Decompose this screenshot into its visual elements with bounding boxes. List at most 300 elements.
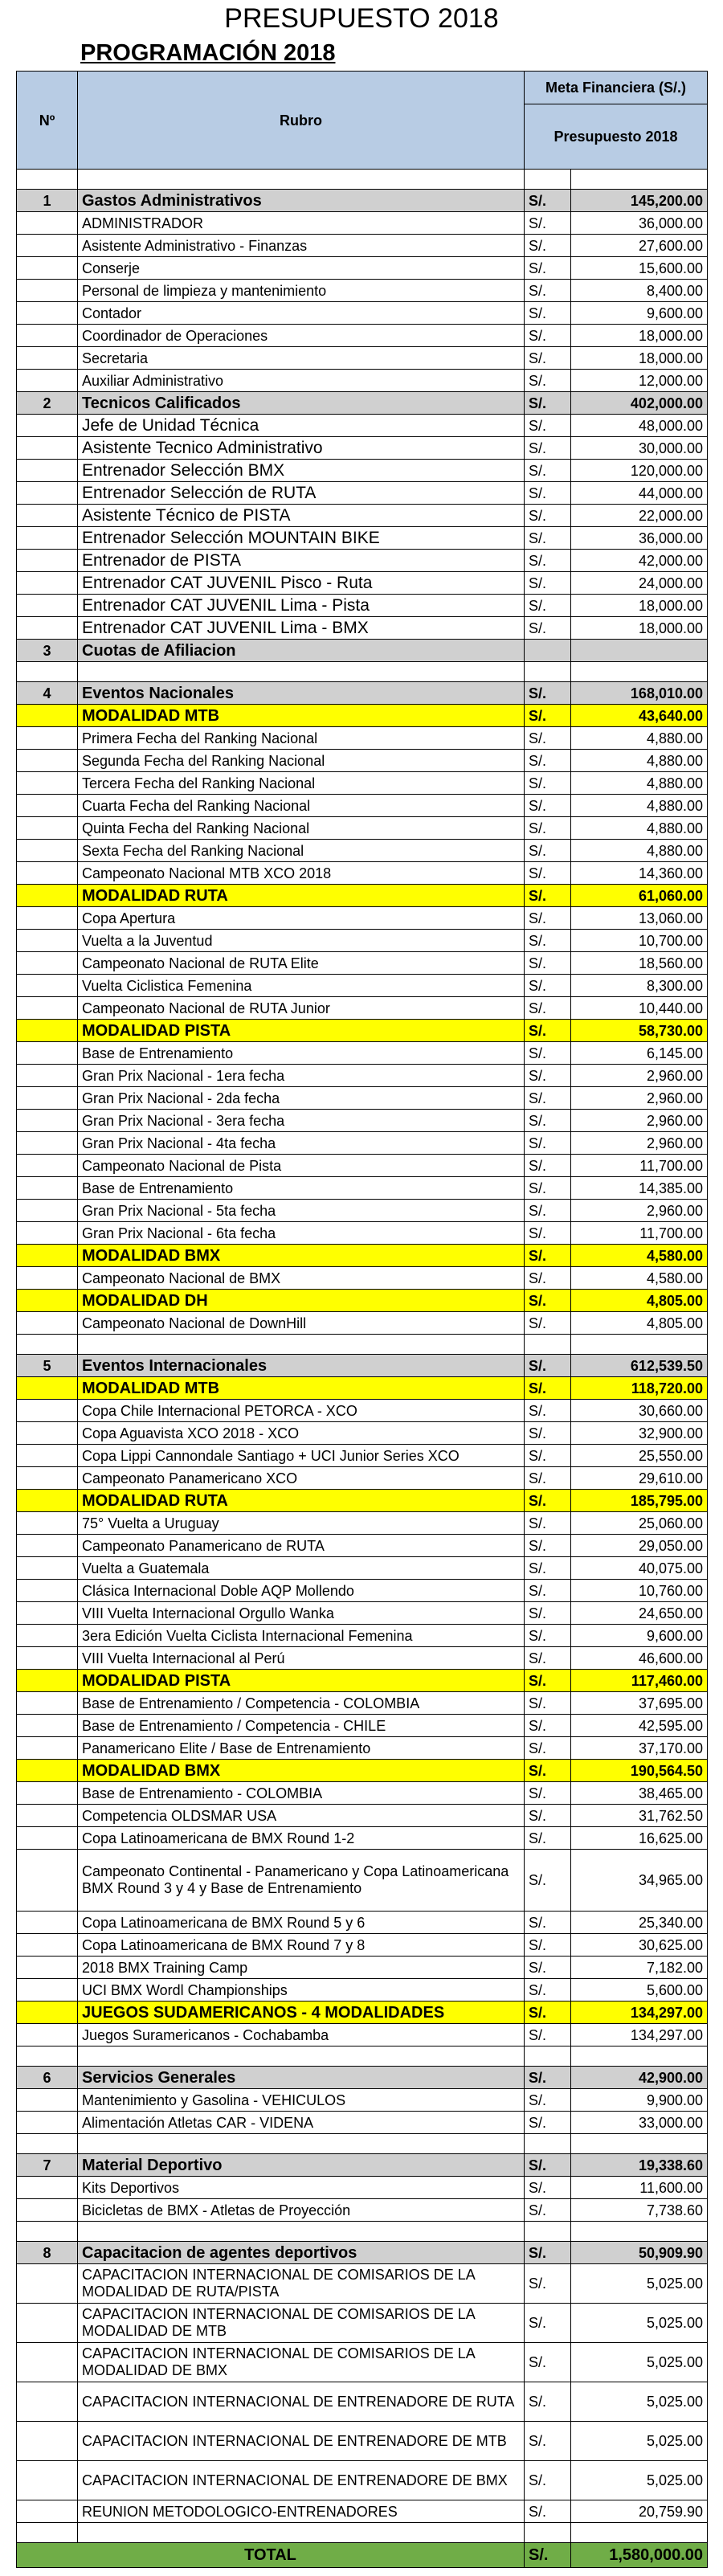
row-number (17, 527, 78, 550)
row-amount: 48,000.00 (571, 415, 708, 437)
row-amount: 5,025.00 (571, 2264, 708, 2304)
row-amount: 4,805.00 (571, 1290, 708, 1312)
row-label: Kits Deportivos (78, 2177, 525, 2199)
row-number (17, 302, 78, 325)
row-amount: 2,960.00 (571, 1132, 708, 1155)
row-label: Tercera Fecha del Ranking Nacional (78, 772, 525, 795)
row-number (17, 1625, 78, 1647)
modality-row (17, 1290, 708, 1312)
section-row (17, 682, 708, 705)
row-amount: 18,000.00 (571, 325, 708, 347)
row-number (17, 1602, 78, 1625)
item-row (17, 2422, 708, 2461)
row-label: Segunda Fecha del Ranking Nacional (78, 750, 525, 772)
row-amount: 4,805.00 (571, 1312, 708, 1335)
row-currency: S/. (525, 682, 571, 705)
item-row (17, 1602, 708, 1625)
row-number (17, 1805, 78, 1827)
row-amount: 8,300.00 (571, 975, 708, 997)
row-currency: S/. (525, 437, 571, 460)
row-label: Jefe de Unidad Técnica (78, 415, 525, 437)
row-currency: S/. (525, 1512, 571, 1535)
row-number (17, 1312, 78, 1335)
item-row (17, 1934, 708, 1957)
row-label: Sexta Fecha del Ranking Nacional (78, 840, 525, 862)
modality-row (17, 1245, 708, 1267)
row-number (17, 460, 78, 482)
row-label: Copa Lippi Cannondale Santiago + UCI Junior Series XCO (78, 1445, 525, 1467)
modality-row (17, 885, 708, 907)
row-amount: 402,000.00 (571, 392, 708, 415)
row-label: MODALIDAD BMX (78, 1760, 525, 1782)
row-amount: 120,000.00 (571, 460, 708, 482)
row-number (17, 750, 78, 772)
row-amount: 5,025.00 (571, 2461, 708, 2500)
row-label: CAPACITACION INTERNACIONAL DE COMISARIOS DE LA MODALIDAD DE RUTA/PISTA (78, 2264, 525, 2304)
row-currency: S/. (525, 1692, 571, 1715)
row-label: Copa Latinoamericana de BMX Round 5 y 6 (78, 1912, 525, 1934)
item-row (17, 1512, 708, 1535)
item-row (17, 1467, 708, 1490)
row-number (17, 2024, 78, 2046)
item-row (17, 257, 708, 280)
row-label: Vuelta a Guatemala (78, 1557, 525, 1580)
row-number (17, 212, 78, 235)
item-row (17, 1132, 708, 1155)
row-label: Vuelta Ciclistica Femenina (78, 975, 525, 997)
section-row (17, 640, 708, 662)
row-currency: S/. (525, 212, 571, 235)
item-row (17, 1222, 708, 1245)
item-row (17, 772, 708, 795)
row-label: Campeonato Continental - Panamericano y Copa Latinoamericana BMX Round 3 y 4 y Base de Entrenamiento (78, 1850, 525, 1912)
row-label: Gran Prix Nacional - 4ta fecha (78, 1132, 525, 1155)
blank-row (17, 1335, 708, 1355)
item-row (17, 1110, 708, 1132)
row-number (17, 1445, 78, 1467)
row-label: Tecnicos Calificados (78, 392, 525, 415)
row-number (17, 2304, 78, 2343)
row-label: CAPACITACION INTERNACIONAL DE ENTRENADORE DE BMX (78, 2461, 525, 2500)
row-label: Panamericano Elite / Base de Entrenamiento (78, 1737, 525, 1760)
row-number (17, 2177, 78, 2199)
row-currency: S/. (525, 2264, 571, 2304)
row-currency (525, 662, 571, 682)
row-label: Entrenador de PISTA (78, 550, 525, 572)
row-label: Copa Apertura (78, 907, 525, 930)
row-currency: S/. (525, 750, 571, 772)
row-currency: S/. (525, 997, 571, 1020)
row-label: Personal de limpieza y mantenimiento (78, 280, 525, 302)
item-row (17, 437, 708, 460)
row-label: MODALIDAD DH (78, 1290, 525, 1312)
item-row (17, 1715, 708, 1737)
row-number (17, 930, 78, 952)
row-currency: S/. (525, 280, 571, 302)
row-number (17, 1335, 78, 1355)
row-amount: 37,695.00 (571, 1692, 708, 1715)
row-number (17, 1177, 78, 1200)
row-currency: S/. (525, 1782, 571, 1805)
row-label: JUEGOS SUDAMERICANOS - 4 MODALIDADES (78, 2002, 525, 2024)
row-number (17, 1782, 78, 1805)
row-currency: S/. (525, 1934, 571, 1957)
item-row (17, 1177, 708, 1200)
row-currency: S/. (525, 235, 571, 257)
item-row (17, 2024, 708, 2046)
row-number (17, 347, 78, 370)
row-amount: 37,170.00 (571, 1737, 708, 1760)
row-number (17, 415, 78, 437)
row-currency: S/. (525, 595, 571, 617)
row-number (17, 862, 78, 885)
row-amount: 4,880.00 (571, 840, 708, 862)
row-label: Auxiliar Administrativo (78, 370, 525, 392)
item-row (17, 280, 708, 302)
item-row (17, 617, 708, 640)
row-currency: S/. (525, 1737, 571, 1760)
row-label: Campeonato Nacional de DownHill (78, 1312, 525, 1335)
row-amount: 18,560.00 (571, 952, 708, 975)
section-row (17, 2154, 708, 2177)
row-number (17, 1422, 78, 1445)
row-amount: 5,600.00 (571, 1979, 708, 2002)
row-number (17, 1110, 78, 1132)
row-currency (525, 640, 571, 662)
item-row (17, 1267, 708, 1290)
row-amount (571, 662, 708, 682)
row-currency: S/. (525, 1355, 571, 1377)
row-label: Campeonato Nacional MTB XCO 2018 (78, 862, 525, 885)
row-amount: 10,700.00 (571, 930, 708, 952)
item-row (17, 750, 708, 772)
row-number (17, 1290, 78, 1312)
row-label: Eventos Nacionales (78, 682, 525, 705)
row-label: Entrenador Selección BMX (78, 460, 525, 482)
row-currency: S/. (525, 2024, 571, 2046)
modality-row (17, 1020, 708, 1042)
item-row (17, 727, 708, 750)
row-currency: S/. (525, 460, 571, 482)
row-label: TOTAL (17, 2543, 525, 2568)
row-currency: S/. (525, 840, 571, 862)
row-amount: 4,880.00 (571, 727, 708, 750)
item-row (17, 550, 708, 572)
row-number (17, 1850, 78, 1912)
row-amount: 18,000.00 (571, 595, 708, 617)
row-amount: 43,640.00 (571, 705, 708, 727)
row-currency: S/. (525, 392, 571, 415)
row-label: MODALIDAD RUTA (78, 1490, 525, 1512)
row-label: CAPACITACION INTERNACIONAL DE COMISARIOS DE LA MODALIDAD DE MTB (78, 2304, 525, 2343)
row-currency: S/. (525, 1827, 571, 1850)
row-amount: 1,580,000.00 (571, 2543, 708, 2568)
row-amount: 2,960.00 (571, 1200, 708, 1222)
row-number (17, 1737, 78, 1760)
row-number (17, 170, 78, 190)
row-amount: 25,340.00 (571, 1912, 708, 1934)
row-currency: S/. (525, 2067, 571, 2089)
row-number (17, 370, 78, 392)
row-number (17, 235, 78, 257)
item-row (17, 1422, 708, 1445)
blank-row (17, 2134, 708, 2154)
modality-row (17, 1490, 708, 1512)
row-number (17, 1065, 78, 1087)
row-currency: S/. (525, 1377, 571, 1400)
row-currency: S/. (525, 1290, 571, 1312)
row-label: 75° Vuelta a Uruguay (78, 1512, 525, 1535)
item-row (17, 1625, 708, 1647)
row-currency: S/. (525, 2422, 571, 2461)
row-number (17, 1557, 78, 1580)
row-currency: S/. (525, 1912, 571, 1934)
row-label: Asistente Técnico de PISTA (78, 505, 525, 527)
row-amount: 5,025.00 (571, 2382, 708, 2422)
row-label (78, 2222, 525, 2242)
item-row (17, 2199, 708, 2222)
row-amount: 11,600.00 (571, 2177, 708, 2199)
row-label (78, 1335, 525, 1355)
row-currency: S/. (525, 527, 571, 550)
row-currency: S/. (525, 257, 571, 280)
document-subtitle: PROGRAMACIÓN 2018 (80, 40, 336, 66)
row-number (17, 482, 78, 505)
row-currency: S/. (525, 2343, 571, 2382)
row-number: 7 (17, 2154, 78, 2177)
row-label: 3era Edición Vuelta Ciclista Internacional Femenina (78, 1625, 525, 1647)
row-number (17, 1490, 78, 1512)
item-row (17, 572, 708, 595)
row-currency: S/. (525, 1422, 571, 1445)
row-amount: 18,000.00 (571, 617, 708, 640)
row-currency: S/. (525, 1580, 571, 1602)
row-currency (525, 2222, 571, 2242)
row-amount: 36,000.00 (571, 212, 708, 235)
row-amount: 13,060.00 (571, 907, 708, 930)
row-number (17, 952, 78, 975)
blank-row (17, 2046, 708, 2067)
row-number (17, 2046, 78, 2067)
item-row (17, 997, 708, 1020)
row-currency: S/. (525, 772, 571, 795)
item-row (17, 527, 708, 550)
row-label: Copa Latinoamericana de BMX Round 1-2 (78, 1827, 525, 1850)
row-label: Gastos Administrativos (78, 190, 525, 212)
blank-row (17, 662, 708, 682)
row-number (17, 1670, 78, 1692)
item-row (17, 1912, 708, 1934)
row-number (17, 795, 78, 817)
row-label: Entrenador CAT JUVENIL Lima - BMX (78, 617, 525, 640)
row-currency: S/. (525, 1042, 571, 1065)
row-number (17, 325, 78, 347)
item-row (17, 1557, 708, 1580)
item-row (17, 2500, 708, 2523)
row-amount: 11,700.00 (571, 1155, 708, 1177)
row-currency: S/. (525, 2500, 571, 2523)
row-currency: S/. (525, 705, 571, 727)
row-label: Vuelta a la Juventud (78, 930, 525, 952)
row-currency: S/. (525, 1065, 571, 1087)
row-number (17, 885, 78, 907)
row-currency: S/. (525, 1467, 571, 1490)
row-number (17, 1087, 78, 1110)
row-amount: 29,610.00 (571, 1467, 708, 1490)
row-label: Copa Aguavista XCO 2018 - XCO (78, 1422, 525, 1445)
row-label: ADMINISTRADOR (78, 212, 525, 235)
row-number (17, 1957, 78, 1979)
row-number (17, 280, 78, 302)
modality-row (17, 705, 708, 727)
item-row (17, 505, 708, 527)
row-currency: S/. (525, 1760, 571, 1782)
row-number (17, 662, 78, 682)
row-number (17, 1827, 78, 1850)
row-label: Cuotas de Afiliacion (78, 640, 525, 662)
row-label: MODALIDAD PISTA (78, 1020, 525, 1042)
item-row (17, 1065, 708, 1087)
row-currency: S/. (525, 2382, 571, 2422)
row-label: Campeonato Nacional de RUTA Junior (78, 997, 525, 1020)
row-number (17, 2422, 78, 2461)
row-label: Coordinador de Operaciones (78, 325, 525, 347)
row-number (17, 2089, 78, 2112)
row-amount: 14,360.00 (571, 862, 708, 885)
item-row (17, 2304, 708, 2343)
section-row (17, 1355, 708, 1377)
row-amount: 40,075.00 (571, 1557, 708, 1580)
row-number (17, 1535, 78, 1557)
row-currency: S/. (525, 885, 571, 907)
row-currency: S/. (525, 1177, 571, 1200)
row-label: Asistente Administrativo - Finanzas (78, 235, 525, 257)
row-currency (525, 2046, 571, 2067)
budget-body (17, 170, 708, 2568)
row-currency: S/. (525, 1110, 571, 1132)
row-label (78, 2134, 525, 2154)
row-currency: S/. (525, 817, 571, 840)
row-number (17, 2199, 78, 2222)
row-amount: 11,700.00 (571, 1222, 708, 1245)
row-currency: S/. (525, 347, 571, 370)
row-label: Material Deportivo (78, 2154, 525, 2177)
row-label: Clásica Internacional Doble AQP Mollendo (78, 1580, 525, 1602)
row-number: 5 (17, 1355, 78, 1377)
row-label: Gran Prix Nacional - 3era fecha (78, 1110, 525, 1132)
row-label: MODALIDAD RUTA (78, 885, 525, 907)
row-amount (571, 2046, 708, 2067)
row-number (17, 1760, 78, 1782)
row-label: Bicicletas de BMX - Atletas de Proyección (78, 2199, 525, 2222)
item-row (17, 1979, 708, 2002)
item-row (17, 1692, 708, 1715)
row-amount: 612,539.50 (571, 1355, 708, 1377)
row-number (17, 1200, 78, 1222)
row-number (17, 572, 78, 595)
row-number (17, 1467, 78, 1490)
row-amount: 18,000.00 (571, 347, 708, 370)
row-currency: S/. (525, 1400, 571, 1422)
row-number (17, 1222, 78, 1245)
row-amount: 15,600.00 (571, 257, 708, 280)
row-currency: S/. (525, 1979, 571, 2002)
row-currency: S/. (525, 1715, 571, 1737)
row-amount: 42,900.00 (571, 2067, 708, 2089)
row-amount: 22,000.00 (571, 505, 708, 527)
row-currency: S/. (525, 1200, 571, 1222)
item-row (17, 212, 708, 235)
item-row (17, 1535, 708, 1557)
item-row (17, 482, 708, 505)
row-number (17, 907, 78, 930)
item-row (17, 1850, 708, 1912)
row-number (17, 2112, 78, 2134)
header-presupuesto: Presupuesto 2018 (525, 104, 708, 170)
row-label: Asistente Tecnico Administrativo (78, 437, 525, 460)
row-number (17, 1512, 78, 1535)
row-number (17, 2002, 78, 2024)
row-label: Base de Entrenamiento / Competencia - COLOMBIA (78, 1692, 525, 1715)
row-amount: 2,960.00 (571, 1065, 708, 1087)
row-number (17, 2134, 78, 2154)
row-currency: S/. (525, 975, 571, 997)
row-number (17, 2264, 78, 2304)
row-amount: 38,465.00 (571, 1782, 708, 1805)
row-currency: S/. (525, 1557, 571, 1580)
row-currency: S/. (525, 2002, 571, 2024)
row-currency: S/. (525, 1445, 571, 1467)
item-row (17, 595, 708, 617)
row-label: Entrenador CAT JUVENIL Lima - Pista (78, 595, 525, 617)
row-label: Base de Entrenamiento (78, 1177, 525, 1200)
row-currency: S/. (525, 1267, 571, 1290)
row-number (17, 1155, 78, 1177)
modality-row (17, 2002, 708, 2024)
row-number (17, 1245, 78, 1267)
item-row (17, 415, 708, 437)
item-row (17, 2343, 708, 2382)
row-amount: 34,965.00 (571, 1850, 708, 1912)
row-label: Base de Entrenamiento (78, 1042, 525, 1065)
row-currency: S/. (525, 1155, 571, 1177)
row-number: 3 (17, 640, 78, 662)
item-row (17, 2112, 708, 2134)
row-label: CAPACITACION INTERNACIONAL DE ENTRENADORE DE MTB (78, 2422, 525, 2461)
section-row (17, 190, 708, 212)
row-amount: 19,338.60 (571, 2154, 708, 2177)
row-number (17, 550, 78, 572)
row-label: Capacitacion de agentes deportivos (78, 2242, 525, 2264)
row-amount: 4,880.00 (571, 772, 708, 795)
row-number (17, 1979, 78, 2002)
item-row (17, 1087, 708, 1110)
row-amount: 190,564.50 (571, 1760, 708, 1782)
row-currency: S/. (525, 795, 571, 817)
row-number: 4 (17, 682, 78, 705)
row-amount: 61,060.00 (571, 885, 708, 907)
row-currency: S/. (525, 1245, 571, 1267)
item-row (17, 1155, 708, 1177)
row-label: Servicios Generales (78, 2067, 525, 2089)
item-row (17, 1312, 708, 1335)
row-number (17, 1400, 78, 1422)
row-label (78, 662, 525, 682)
item-row (17, 1782, 708, 1805)
row-number (17, 1692, 78, 1715)
row-amount (571, 2222, 708, 2242)
row-number (17, 505, 78, 527)
